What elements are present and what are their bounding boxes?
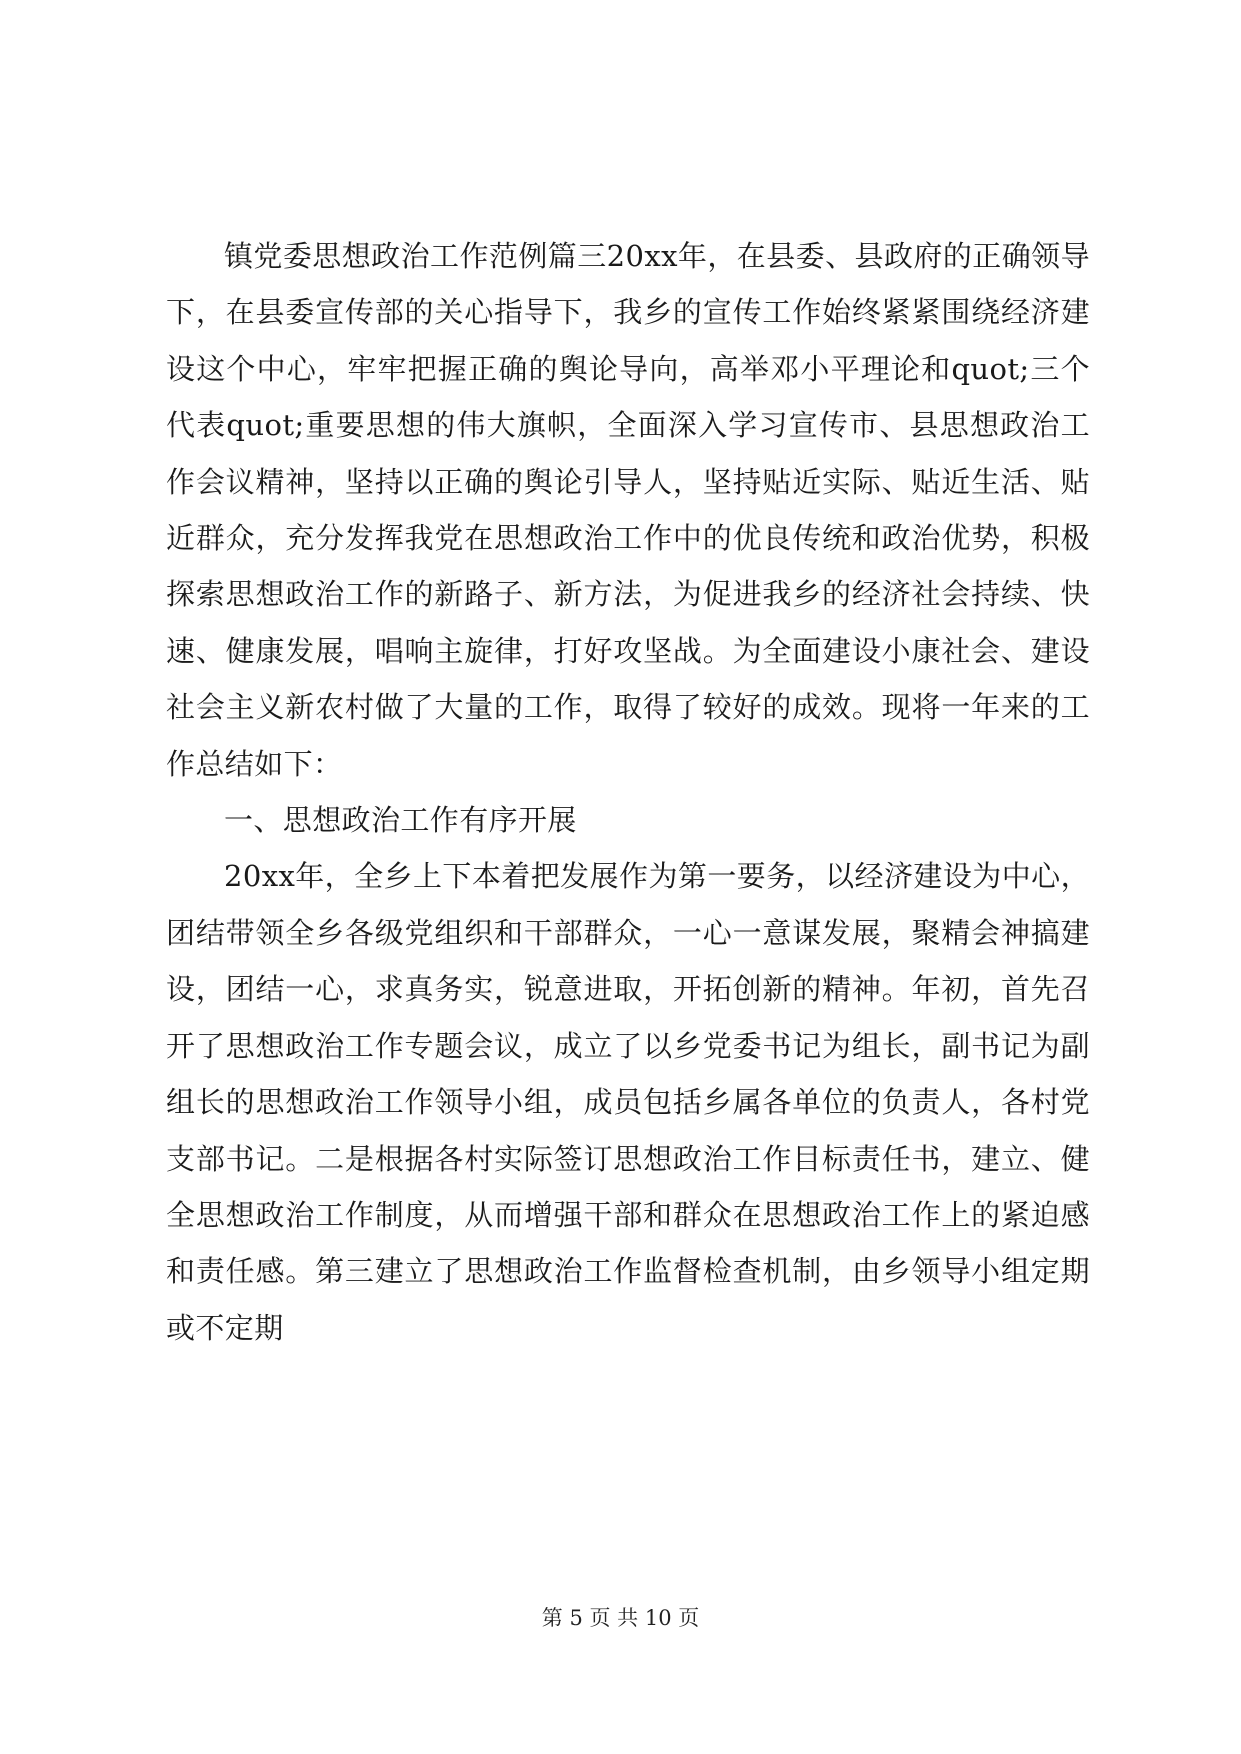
section-paragraph: 20xx年，全乡上下本着把发展作为第一要务，以经济建设为中心，团结带领全乡各级党组织和干部群众，一心一意谋发展，聚精会神搞建设，团结一心，求真务实，锐意进取，开拓创新的精神。年初，首先召开了思想政治工作专题会议，成立了以乡党委书记为组长，副书记为副组长的思想政治工作领导小组，成员包括乡属各单位的负责人，各村党支部书记。二是根据各村实际签订思想政治工作目标责任书，建立、健全思想政治工作制度，从而增强干部和群众在思想政治工作上的紧迫感和责任感。第三建立了思想政治工作监督检查机制，由乡领导小组定期或不定期 bbox=[166, 859, 1090, 1345]
document-body bbox=[166, 228, 1090, 1356]
page-number-footer: 第 5 页 共 10 页 bbox=[541, 1606, 700, 1630]
section-heading: 一、思想政治工作有序开展 bbox=[224, 803, 577, 838]
intro-paragraph: 镇党委思想政治工作范例篇三20xx年，在县委、县政府的正确领导下，在县委宣传部的关心指导下，我乡的宣传工作始终紧紧围绕经济建设这个中心，牢牢把握正确的舆论导向，高举邓小平理论和quot;三个代表quot;重要思想的伟大旗帜，全面深入学习宣传市、县思想政治工作会议精神，坚持以正确的舆论引导人，坚持贴近实际、贴近生活、贴近群众，充分发挥我党在思想政治工作中的优良传统和政治优势，积极探索思想政治工作的新路子、新方法，为促进我乡的经济社会持续、快速、健康发展，唱响主旋律，打好攻坚战。为全面建设小康社会、建设社会主义新农村做了大量的工作，取得了较好的成效。现将一年来的工作总结如下： bbox=[166, 239, 1090, 781]
